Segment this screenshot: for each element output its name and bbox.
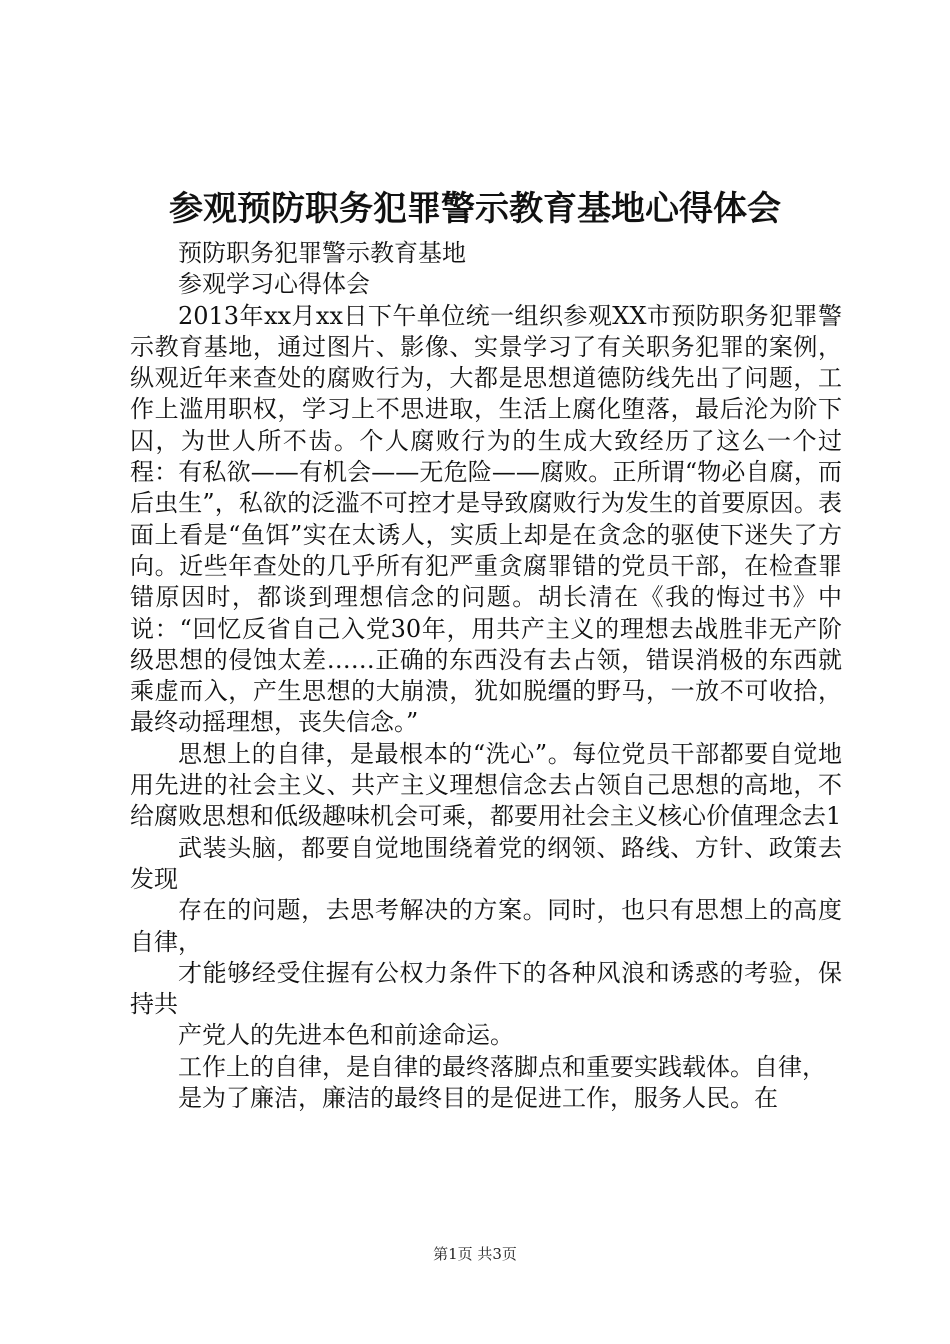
- paragraph: 预防职务犯罪警示教育基地: [178, 239, 466, 267]
- paragraph: 是为了廉洁，廉洁的最终目的是促进工作，服务人民。在: [178, 1084, 778, 1113]
- paragraph: 参观学习心得体会: [178, 270, 370, 299]
- paragraph: 武装头脑，都要自觉地围绕着党的纲领、路线、方针、政策去发现: [130, 833, 842, 893]
- paragraph: 2013年xx月xx日下午单位统一组织参观XX市预防职务犯罪警示教育基地，通过图片、影像、实景学习了有关职务犯罪的案例，纵观近年来查处的腐败行为，大都是思想道德防线先出了问题，工作上滥用职权，学习上不思进取，生活上腐化堕落，最后沦为阶下囚，为世人所不齿。个人腐败行为的生成大致经历了这么一个过程：有私欲——有机会——无危险——腐败。正所谓“物必自腐，而后虫生”，私欲的泛滥不可控才是导致腐败行为发生的首要原因。表面上看是“鱼饵”实在太诱人，实质上却是在贪念的驱使下迷失了方向。近些年查处的几乎所有犯严重贪腐罪错的党员干部，在检查罪错原因时，都谈到理想信念的问题。胡长清在《我的悔过书》中说：“回忆反省自己入党30年，用共产主义的理想去战胜非无产阶级思想的侵蚀太差……正确的东西没有去占领，错误消极的东西就乘虚而入，产生思想的大崩溃，犹如脱缰的野马，一放不可收拾，最终动摇理想，丧失信念。”: [130, 301, 842, 737]
- paragraph: 产党人的先进本色和前途命运。: [178, 1021, 514, 1050]
- paragraph: 存在的问题，去思考解决的方案。同时，也只有思想上的高度自律，: [130, 896, 842, 956]
- page-number-footer: 第1页 共3页: [433, 1245, 517, 1263]
- paragraph: 工作上的自律，是自律的最终落脚点和重要实践载体。自律，: [178, 1052, 826, 1081]
- document-title: 参观预防职务犯罪警示教育基地心得体会: [169, 189, 781, 229]
- paragraph: 才能够经受住握有公权力条件下的各种风浪和诱惑的考验，保持共: [130, 958, 842, 1019]
- document-body: [130, 238, 842, 1114]
- paragraph: 思想上的自律，是最根本的“洗心”。每位党员干部都要自觉地用先进的社会主义、共产主义理想信念去占领自己思想的高地，不给腐败思想和低级趣味机会可乘，都要用社会主义核心价值理念去1: [130, 739, 842, 831]
